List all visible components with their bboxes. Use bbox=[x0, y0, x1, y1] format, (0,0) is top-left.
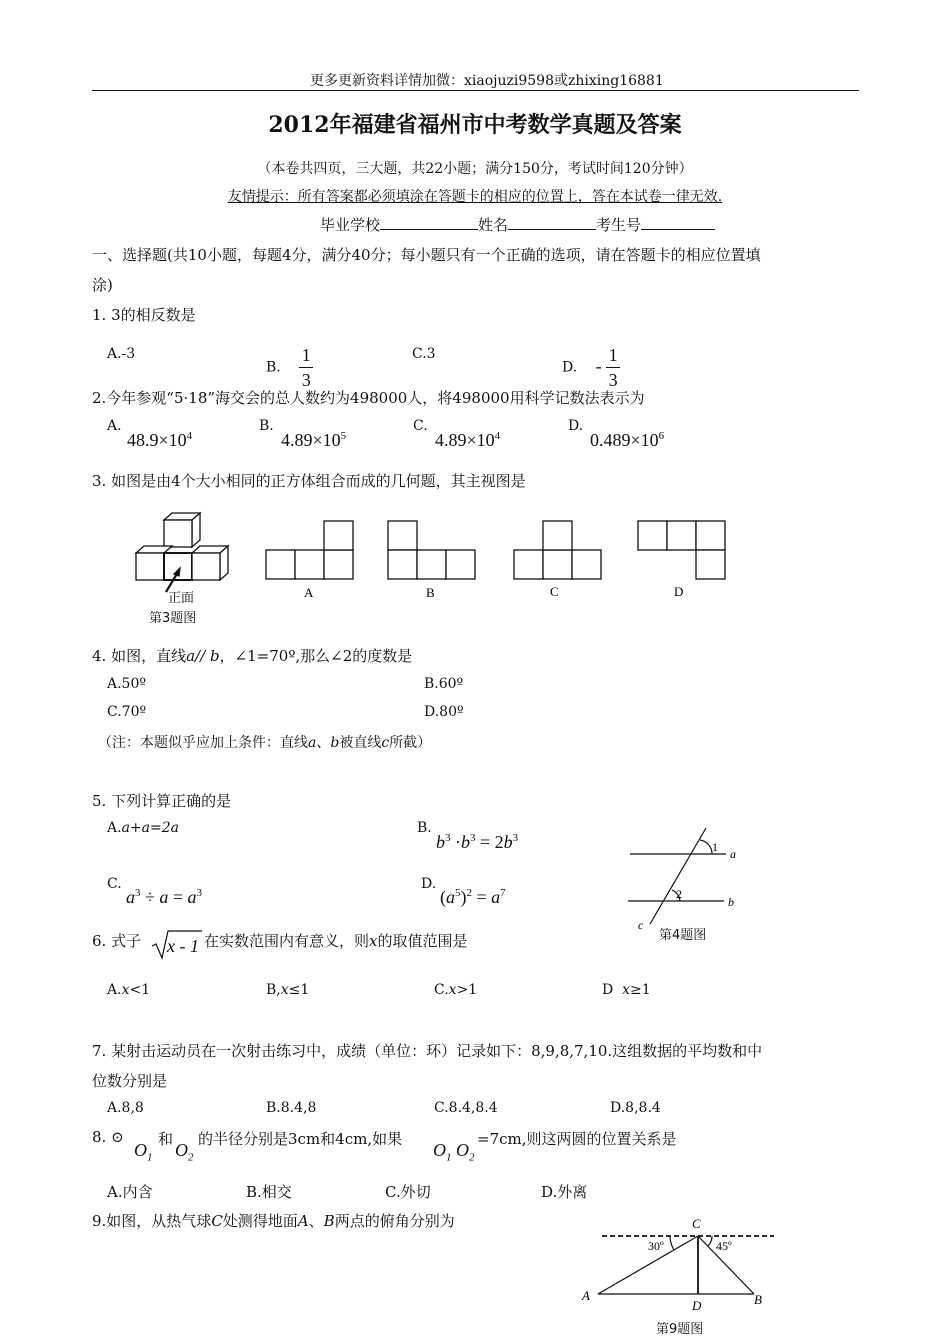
q5-option-d bbox=[440, 887, 506, 908]
q9-var-a: A bbox=[297, 1212, 309, 1230]
q9-fig-a: A bbox=[582, 1288, 590, 1303]
q8-o4-sub: 2 bbox=[469, 1151, 475, 1164]
q8-o1o2 bbox=[433, 1140, 475, 1164]
q8-post: =7cm,则这两圆的位置关系是 bbox=[477, 1130, 677, 1148]
header-rule bbox=[92, 90, 859, 91]
q2-d-exp: 6 bbox=[658, 430, 665, 442]
q3-label-c: C bbox=[550, 584, 559, 599]
section1-line2: 涂) bbox=[92, 276, 113, 294]
q3-figure bbox=[130, 510, 750, 630]
q4-option-c: C.70º bbox=[107, 704, 147, 720]
q9-caption: 第9题图 bbox=[656, 1322, 704, 1337]
q4-fig-line-b: b bbox=[728, 895, 734, 909]
q4-note-pre: （注：本题似乎应加上条件：直线 bbox=[98, 735, 308, 751]
q4-fig-line-c: c bbox=[638, 918, 644, 932]
q8-o1-letter: O bbox=[134, 1140, 147, 1160]
q6-a-x: x bbox=[121, 982, 130, 998]
q5-d-eq: = bbox=[472, 887, 492, 907]
q2-option-b bbox=[281, 430, 346, 451]
q5-d-e3: 7 bbox=[500, 887, 506, 899]
page-header: 更多更新资料详情加微：xiaojuzi9598或zhixing16881 bbox=[310, 73, 664, 89]
subtitle: （本卷共四页，三大题，共22小题；满分150分，考试时间120分钟） bbox=[257, 161, 693, 177]
q6-b-x: x bbox=[280, 982, 289, 998]
q6-option-b bbox=[266, 982, 309, 998]
q8-o2 bbox=[175, 1140, 194, 1164]
q4-stem-pre: 4. 如图，直线 bbox=[92, 647, 187, 665]
q9-fig-c: C bbox=[692, 1216, 701, 1231]
q8-option-a: A.内含 bbox=[107, 1183, 153, 1201]
q6-c-label: C. bbox=[434, 982, 449, 998]
q5-a-label: A. bbox=[107, 820, 122, 836]
q2-option-a bbox=[127, 430, 192, 451]
q5-option-b bbox=[436, 832, 518, 853]
page-title: 2012年福建省福州市中考数学真题及答案 bbox=[268, 112, 682, 138]
fraction-bar bbox=[606, 367, 620, 368]
q3-stem: 3. 如图是由4个大小相同的正方体组合而成的几何题，其主视图是 bbox=[92, 472, 526, 490]
q5-c-div: ÷ bbox=[140, 887, 160, 907]
q5-b-e2: 3 bbox=[470, 832, 476, 844]
section1-line1: 一、选择题(共10小题，每题4分，满分40分；每小题只有一个正确的选项，请在答题卡的相应位置填 bbox=[92, 246, 761, 264]
q4-option-d: D.80º bbox=[424, 704, 464, 720]
q5-b-b2: b bbox=[461, 832, 470, 852]
q9-fig-b: B bbox=[754, 1292, 762, 1307]
q1-b-den: 3 bbox=[301, 370, 311, 390]
q2-a-base: 48.9×10 bbox=[127, 430, 187, 450]
angle30-arc bbox=[670, 1236, 674, 1250]
q5-b-b3: b bbox=[503, 832, 513, 852]
q2-stem: 2.今年参观“5·18”海交会的总人数约为498000人，将498000用科学记数法表示为 bbox=[92, 389, 645, 407]
q3-view-d bbox=[638, 521, 725, 579]
q1-option-b bbox=[266, 346, 313, 389]
q5-option-c bbox=[126, 887, 202, 908]
q8-o2-sub: 2 bbox=[188, 1151, 194, 1164]
q6-b-label: B, bbox=[266, 982, 281, 998]
q2-b-exp: 5 bbox=[340, 430, 347, 442]
q1-option-d bbox=[562, 346, 620, 389]
q2-c-base: 4.89×10 bbox=[435, 430, 495, 450]
q2-c-label: C. bbox=[413, 418, 428, 434]
q8-o3-sub: 1 bbox=[446, 1151, 452, 1164]
q4-option-b: B.60º bbox=[424, 676, 464, 692]
q4-note bbox=[98, 732, 431, 752]
q1-d-fraction bbox=[606, 346, 620, 389]
q1-option-c: C.3 bbox=[412, 346, 436, 362]
q5-d-a1: a bbox=[446, 887, 455, 907]
q5-c-a3: a bbox=[187, 887, 197, 907]
q2-a-label: A. bbox=[107, 418, 122, 434]
line-c bbox=[650, 828, 706, 924]
q6-option-a bbox=[107, 982, 150, 998]
q2-c-exp: 4 bbox=[494, 430, 501, 442]
q9-var-c: C bbox=[211, 1212, 223, 1230]
fraction-bar bbox=[299, 367, 313, 368]
q4-fig-label1: 1 bbox=[712, 840, 718, 854]
q4-stem bbox=[92, 645, 412, 666]
q3-view-a bbox=[266, 521, 353, 579]
q5-b-e1: 3 bbox=[445, 832, 451, 844]
q5-c-a2: a bbox=[159, 887, 169, 907]
q3-label-a: A bbox=[304, 585, 314, 600]
q5-b-dot: · bbox=[450, 832, 461, 852]
q6-c-rel: >1 bbox=[456, 982, 478, 998]
q6-radicand: x - 1 bbox=[167, 936, 199, 956]
q8-option-d: D.外离 bbox=[541, 1183, 588, 1201]
q2-b-label: B. bbox=[259, 418, 274, 434]
q5-d-e2: 2 bbox=[466, 887, 472, 899]
q5-c-e1: 3 bbox=[135, 887, 141, 899]
q4-note-c: c bbox=[381, 735, 390, 751]
q4-note-mid: 被直线 bbox=[339, 735, 382, 751]
name-blank[interactable] bbox=[508, 229, 596, 230]
q3-front-label: 正面 bbox=[168, 591, 195, 606]
cube-face bbox=[192, 553, 220, 580]
q6-d-label: D bbox=[602, 982, 618, 998]
q2-d-label: D. bbox=[568, 418, 584, 434]
q8-option-b: B.相交 bbox=[246, 1183, 292, 1201]
q4-var-a: a bbox=[186, 647, 196, 665]
q8-mid: 的半径分别是3cm和4cm,如果 bbox=[198, 1130, 403, 1148]
school-label: 毕业学校 bbox=[320, 216, 381, 234]
q2-option-c bbox=[435, 430, 500, 451]
q5-b-e3: 3 bbox=[512, 832, 519, 844]
cube-face bbox=[192, 513, 200, 547]
q4-var-b: b bbox=[209, 647, 220, 665]
q7-option-d: D.8,8.4 bbox=[610, 1100, 661, 1116]
q3-caption: 第3题图 bbox=[149, 611, 197, 626]
angle45-arc bbox=[708, 1236, 712, 1246]
q5-stem: 5. 下列计算正确的是 bbox=[92, 792, 232, 810]
q9-figure bbox=[578, 1212, 778, 1316]
name-label: 姓名 bbox=[478, 216, 509, 234]
q7-option-a: A.8,8 bbox=[107, 1100, 144, 1116]
q5-c-eq: = bbox=[168, 887, 188, 907]
q9-fig-angle30: 30º bbox=[648, 1239, 664, 1253]
q6-c-x: x bbox=[448, 982, 457, 998]
q5-d-a2: a bbox=[491, 887, 501, 907]
q9-stem bbox=[92, 1210, 455, 1231]
q6-stem-mid: 在实数范围内有意义，则 bbox=[204, 932, 370, 950]
q5-c-e3: 3 bbox=[196, 887, 203, 899]
cube-face bbox=[220, 546, 228, 580]
q5-b-label: B. bbox=[417, 820, 432, 836]
q4-caption: 第4题图 bbox=[659, 928, 707, 943]
q5-b-eq: = 2 bbox=[475, 832, 504, 852]
q1-stem: 1. 3的相反数是 bbox=[92, 306, 196, 324]
q8-o1 bbox=[134, 1140, 153, 1164]
q5-d-close: ) bbox=[460, 887, 467, 907]
q4-fig-label2: 2 bbox=[676, 887, 682, 901]
q6-stem-pre: 6. 式子 bbox=[92, 932, 142, 950]
info-line bbox=[320, 214, 715, 235]
q5-c-label: C. bbox=[107, 876, 122, 892]
q6-option-c bbox=[434, 982, 477, 998]
q2-option-d bbox=[590, 430, 664, 451]
q8-o1-sub: 1 bbox=[147, 1151, 153, 1164]
q3-label-b: B bbox=[426, 585, 435, 600]
q1-d-den: 3 bbox=[608, 370, 618, 390]
q9-fig-angle45: 45º bbox=[716, 1239, 732, 1253]
q3-label-d: D bbox=[674, 584, 684, 599]
q5-c-a1: a bbox=[126, 887, 135, 907]
q6-stem-rest bbox=[204, 930, 468, 951]
cube-face bbox=[136, 546, 172, 553]
notice: 友情提示：所有答案都必须填涂在答题卡的相应的位置上，答在本试卷一律无效. bbox=[227, 189, 723, 205]
angle1-arc bbox=[700, 840, 712, 854]
q7-line2: 位数分别是 bbox=[92, 1072, 168, 1090]
q5-d-label: D. bbox=[421, 876, 437, 892]
q6-a-rel: <1 bbox=[129, 982, 151, 998]
q5-b-b1: b bbox=[436, 832, 445, 852]
q2-d-base: 0.489×10 bbox=[590, 430, 659, 450]
q5-d-open: ( bbox=[440, 887, 446, 907]
q4-parallel: // bbox=[195, 647, 206, 665]
exam-no-label: 考生号 bbox=[596, 216, 642, 234]
q6-option-d bbox=[602, 982, 651, 998]
q8-num: 8. ⊙ bbox=[92, 1128, 124, 1146]
school-blank[interactable] bbox=[380, 229, 478, 230]
q5-option-a bbox=[107, 820, 179, 836]
q1-b-fraction bbox=[299, 346, 313, 389]
q4-fig-line-a: a bbox=[730, 847, 736, 861]
q9-var-b: B bbox=[323, 1212, 335, 1230]
q1-d-label: D. bbox=[562, 359, 578, 376]
q4-note-post: 所截） bbox=[389, 735, 432, 751]
q8-option-c: C.外切 bbox=[385, 1183, 431, 1201]
q9-fig-d: D bbox=[692, 1298, 702, 1313]
q7-line1: 7. 某射击运动员在一次射击练习中，成绩（单位：环）记录如下：8,9,8,7,10.这组数据的平均数和中 bbox=[92, 1042, 763, 1060]
q6-b-rel: ≤1 bbox=[288, 982, 310, 998]
q6-stem-post: 的取值范围是 bbox=[377, 932, 468, 950]
q9-mid: 处测得地面 bbox=[222, 1212, 298, 1230]
q8-o4-letter: O bbox=[456, 1140, 469, 1160]
q1-option-a: A.-3 bbox=[107, 346, 136, 362]
q7-option-b: B.8.4,8 bbox=[266, 1100, 317, 1116]
q4-stem-post: ，∠1=70º,那么∠2的度数是 bbox=[219, 647, 413, 665]
q3-view-b bbox=[388, 521, 475, 579]
q3-cube-solid bbox=[136, 513, 228, 580]
q8-o3-letter: O bbox=[433, 1140, 446, 1160]
q1-d-minus: - bbox=[595, 355, 602, 376]
q5-d-e1: 5 bbox=[455, 887, 461, 899]
q8-he: 和 bbox=[158, 1130, 174, 1148]
q6-var-x: x bbox=[369, 932, 378, 950]
q4-option-a: A.50º bbox=[107, 676, 146, 692]
q7-option-c: C.8.4,8.4 bbox=[434, 1100, 498, 1116]
q6-d-x: x bbox=[622, 982, 631, 998]
q6-a-label: A. bbox=[107, 982, 122, 998]
q3-view-c bbox=[514, 521, 601, 579]
q5-a-expr: a+a=2a bbox=[121, 820, 179, 836]
exam-no-blank[interactable] bbox=[641, 229, 715, 230]
q4-note-sep: 、 bbox=[316, 735, 331, 751]
q1-b-num: 1 bbox=[301, 345, 311, 365]
q9-sep: 、 bbox=[308, 1212, 324, 1230]
q2-b-base: 4.89×10 bbox=[281, 430, 341, 450]
q1-d-num: 1 bbox=[608, 345, 618, 365]
cube-face bbox=[164, 520, 192, 547]
q6-d-rel: ≥1 bbox=[630, 982, 651, 998]
q8-o2-letter: O bbox=[175, 1140, 188, 1160]
q1-b-label: B. bbox=[266, 359, 281, 376]
q4-note-a: a bbox=[308, 735, 317, 751]
q4-note-b: b bbox=[330, 735, 340, 751]
q2-a-exp: 4 bbox=[186, 430, 193, 442]
q9-pre: 9.如图，从热气球 bbox=[92, 1212, 212, 1230]
cube-face bbox=[136, 553, 164, 580]
q9-post: 两点的俯角分别为 bbox=[334, 1212, 455, 1230]
